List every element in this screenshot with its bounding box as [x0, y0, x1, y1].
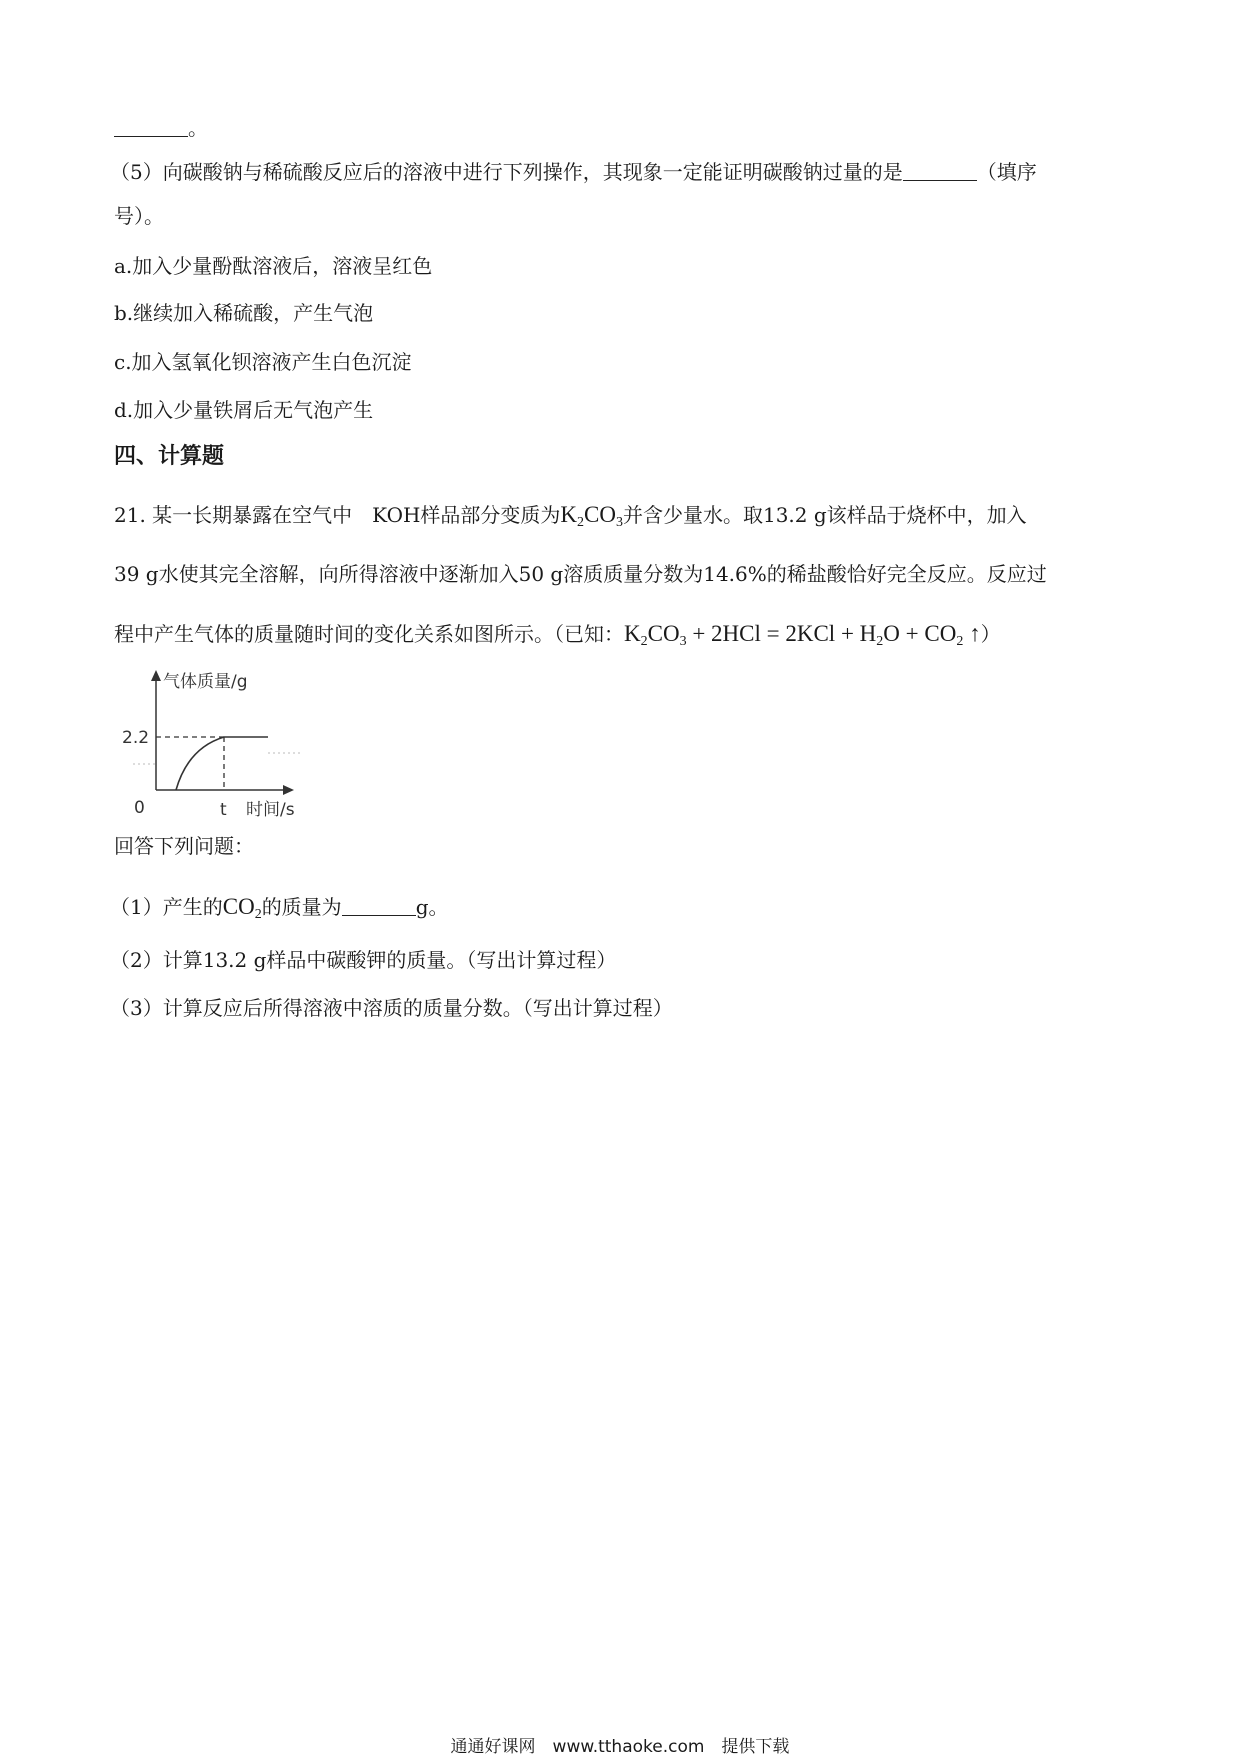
x-tick-label: t [220, 800, 227, 820]
option-b: b.继续加入稀硫酸，产生气泡 [114, 301, 374, 325]
page-footer: 通通好课网 www.tthaoke.com 提供下载 [450, 1737, 790, 1757]
answer-blank[interactable] [342, 895, 416, 916]
y-axis-arrow [151, 670, 161, 681]
question-5-line [110, 160, 1037, 182]
question-21-intro: 21. 某一长期暴露在空气中 KOH样品部分变质为 [114, 503, 561, 527]
section-title: 四、计算题 [114, 444, 225, 469]
question-21-line-2: 39 g水使其完全溶解，向所得溶液中逐渐加入50 g溶质质量分数为14.6%的稀盐酸恰好完全反应。反应过 [114, 562, 1047, 586]
question-5-continuation: 号）。 [114, 204, 164, 228]
x-axis-label: 时间/s [246, 800, 295, 820]
previous-question-blank-line [114, 116, 208, 138]
question-5-text: （5）向碳酸钠与稀硫酸反应后的溶液中进行下列操作，其现象一定能证明碳酸钠过量的是 [110, 160, 903, 184]
answer-prompt: 回答下列问题： [114, 834, 254, 858]
reaction-equation: $K_2CO_3 + 2HCl = 2KCl + H_2O + CO_2$ ↑ [624, 621, 981, 649]
question-21-line-1 [114, 502, 1027, 530]
answer-blank[interactable] [114, 116, 188, 137]
option-a: a.加入少量酚酞溶液后，溶液呈红色 [114, 254, 433, 278]
question-5-tail: （填序 [976, 160, 1037, 184]
option-d: d.加入少量铁屑后无气泡产生 [114, 398, 374, 422]
gas-mass-curve [176, 737, 268, 790]
y-tick-label: 2.2 [122, 728, 150, 748]
origin-label: 0 [134, 798, 145, 818]
answer-blank[interactable] [903, 160, 977, 181]
period: 。 [188, 116, 208, 140]
x-axis-arrow [283, 785, 294, 795]
sub-question-3: （3）计算反应后所得溶液中溶质的质量分数。（写出计算过程） [110, 996, 673, 1020]
k2co3-formula: $K_2CO_3$ [560, 502, 623, 530]
question-21-intro-cont: 并含少量水。取13.2 g该样品于烧杯中，加入 [622, 503, 1027, 527]
equation-close: ） [980, 622, 1001, 646]
sub-question-2: （2）计算13.2 g样品中碳酸钾的质量。（写出计算过程） [110, 948, 617, 972]
gas-mass-chart [122, 668, 328, 820]
option-c: c.加入氢氧化钡溶液产生白色沉淀 [114, 350, 412, 374]
question-21-line-3-text: 程中产生气体的质量随时间的变化关系如图所示。（已知： [114, 622, 624, 646]
y-axis-label: 气体质量/g [163, 672, 248, 692]
co2-formula: $CO_2$ [222, 894, 262, 922]
question-21-line-3 [114, 621, 1001, 649]
sub-question-1: （1）产生的$CO_2$的质量为 g。 [110, 894, 449, 922]
